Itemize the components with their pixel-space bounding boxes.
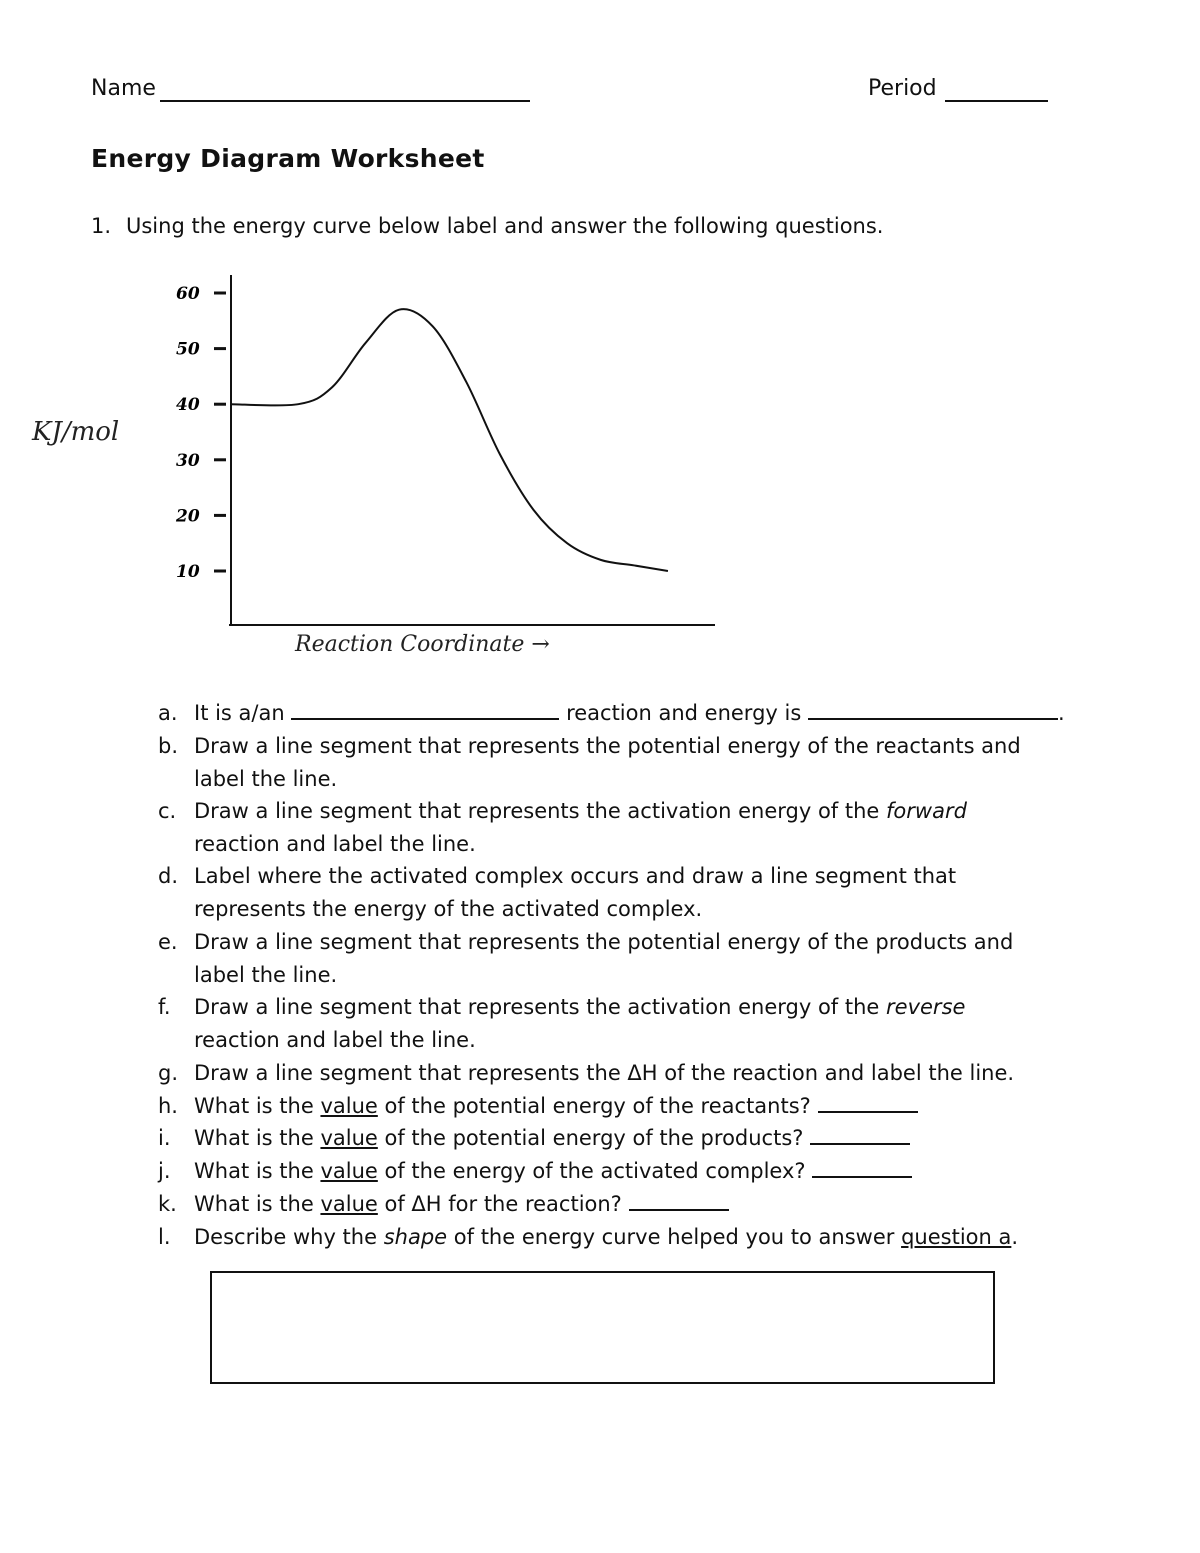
item-e-letter: e.: [158, 930, 178, 954]
item-i-pre: What is the: [194, 1126, 314, 1150]
x-axis-label: Reaction Coordinate →: [295, 632, 550, 657]
item-c-line2: reaction and label the line.: [194, 832, 476, 856]
item-j-post: of the energy of the activated complex?: [384, 1159, 806, 1183]
item-h-post: of the potential energy of the reactants?: [384, 1094, 811, 1118]
item-a: [158, 697, 1098, 730]
y-tick-label: 50: [176, 339, 200, 360]
item-l-pre: Describe why the: [194, 1225, 378, 1249]
item-d-line1: Label where the activated complex occurs and draw a line segment that: [194, 864, 957, 888]
item-i-letter: i.: [158, 1126, 171, 1150]
energy-curve-line: [231, 309, 668, 571]
item-d-line2: represents the energy of the activated complex.: [194, 897, 703, 921]
item-j-underlined: value: [320, 1159, 378, 1183]
item-h-answer-blank[interactable]: [818, 1091, 918, 1113]
item-i: [158, 1122, 1098, 1155]
item-a-post: .: [1057, 701, 1065, 725]
item-b-letter: b.: [158, 734, 179, 758]
item-f-line2: reaction and label the line.: [194, 1028, 476, 1052]
item-j: [158, 1155, 1098, 1188]
item-j-answer-blank[interactable]: [812, 1156, 912, 1178]
item-j-letter: j.: [158, 1159, 171, 1183]
item-g-letter: g.: [158, 1061, 179, 1085]
item-l-post: .: [1011, 1225, 1019, 1249]
item-k-underlined: value: [320, 1192, 378, 1216]
item-h-underlined: value: [320, 1094, 378, 1118]
item-g-line1: Draw a line segment that represents the ΔH of the reaction and label the line.: [194, 1061, 1015, 1085]
y-ticks-group: [175, 284, 226, 582]
question-1-number: 1.: [91, 214, 112, 238]
item-b: [158, 730, 1098, 796]
worksheet-title: Energy Diagram Worksheet: [91, 144, 485, 173]
period-label: Period: [868, 76, 937, 101]
item-c: [158, 795, 1098, 861]
item-a-blank-1[interactable]: [291, 698, 559, 720]
item-f-emphasis: reverse: [886, 995, 966, 1019]
item-b-line1: Draw a line segment that represents the potential energy of the reactants and: [194, 734, 1021, 758]
y-tick-label: 60: [176, 284, 200, 304]
item-k-letter: k.: [158, 1192, 177, 1216]
item-l: [158, 1221, 1098, 1254]
item-h: [158, 1090, 1098, 1123]
name-label: Name: [91, 76, 156, 101]
item-l-underlined: question a: [901, 1225, 1012, 1249]
y-tick-label: 40: [176, 395, 200, 416]
item-h-pre: What is the: [194, 1094, 314, 1118]
item-c-letter: c.: [158, 799, 177, 823]
item-k-pre: What is the: [194, 1192, 314, 1216]
item-l-mid: of the energy curve helped you to answer: [453, 1225, 895, 1249]
item-l-letter: l.: [158, 1225, 171, 1249]
item-f-letter: f.: [158, 995, 171, 1019]
item-l-emphasis: shape: [383, 1225, 448, 1249]
item-a-blank-2[interactable]: [808, 698, 1058, 720]
item-c-line1: Draw a line segment that represents the activation energy of the: [194, 799, 880, 823]
item-d: [158, 860, 1098, 926]
item-h-letter: h.: [158, 1094, 178, 1118]
y-tick-label: 30: [176, 450, 200, 471]
item-f: [158, 991, 1098, 1057]
item-d-letter: d.: [158, 864, 179, 888]
item-k-post: of ΔH for the reaction?: [384, 1192, 622, 1216]
item-j-pre: What is the: [194, 1159, 314, 1183]
item-k: [158, 1188, 1098, 1221]
y-tick-label: 10: [176, 562, 200, 582]
item-a-pre: It is a/an: [194, 701, 285, 725]
item-i-underlined: value: [320, 1126, 378, 1150]
question-1-text: Using the energy curve below label and answer the following questions.: [126, 214, 884, 238]
item-e: [158, 926, 1098, 992]
item-i-post: of the potential energy of the products?: [384, 1126, 804, 1150]
item-e-line1: Draw a line segment that represents the potential energy of the products and: [194, 930, 1014, 954]
item-e-line2: label the line.: [194, 963, 338, 987]
energy-diagram-chart: [0, 0, 1200, 700]
item-f-line1: Draw a line segment that represents the activation energy of the: [194, 995, 880, 1019]
y-axis-label: KJ/mol: [32, 417, 120, 447]
item-a-mid: reaction and energy is: [566, 701, 802, 725]
answer-box[interactable]: [210, 1271, 995, 1384]
item-k-answer-blank[interactable]: [629, 1189, 729, 1211]
item-a-letter: a.: [158, 701, 178, 725]
item-g: [158, 1057, 1098, 1090]
item-i-answer-blank[interactable]: [810, 1123, 910, 1145]
item-c-emphasis: forward: [886, 799, 967, 823]
item-b-line2: label the line.: [194, 767, 338, 791]
y-tick-label: 20: [176, 506, 200, 527]
